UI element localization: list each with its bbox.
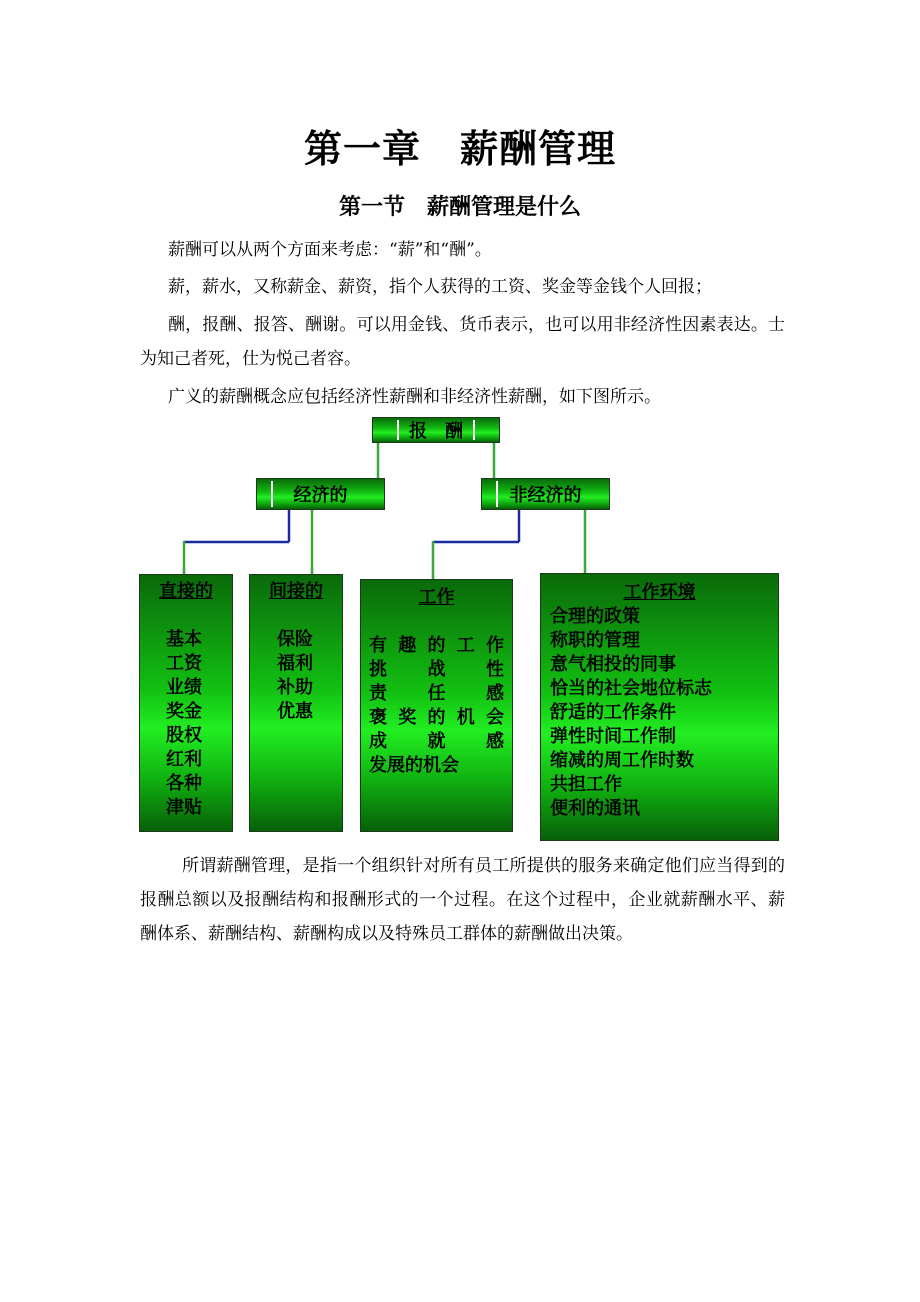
environment-item: 意气相投的同事 xyxy=(550,654,676,675)
economic-label: 经济的 xyxy=(293,485,348,506)
environment-item: 恰当的社会地位标志 xyxy=(550,678,712,699)
non-economic-box xyxy=(481,478,610,510)
chapter-title: 第一章 薪酬管理 xyxy=(303,127,616,171)
direct-item: 基本 xyxy=(166,629,202,650)
work-box xyxy=(360,579,513,832)
direct-item: 业绩 xyxy=(166,677,202,698)
work-item: 责任感 xyxy=(369,683,504,704)
environment-item: 弹性时间工作制 xyxy=(550,726,676,747)
environment-item: 便利的通讯 xyxy=(550,798,640,819)
economic-box xyxy=(256,478,385,510)
direct-item: 津贴 xyxy=(166,797,202,818)
paragraph-4: 广义的薪酬概念应包括经济性薪酬和非经济性薪酬，如下图所示。 xyxy=(168,387,661,407)
environment-item: 合理的政策 xyxy=(550,606,640,627)
direct-item: 工资 xyxy=(166,653,202,674)
direct-item: 各种 xyxy=(166,773,202,794)
direct-box xyxy=(139,574,233,832)
direct-item: 红利 xyxy=(166,749,202,770)
indirect-item: 保险 xyxy=(277,629,313,650)
environment-item: 缩减的周工作时数 xyxy=(550,750,694,771)
root-box-reward xyxy=(372,417,500,443)
paragraph-2: 薪，薪水，又称薪金、薪资，指个人获得的工资、奖金等金钱个人回报； xyxy=(168,277,712,297)
section-title: 第一节 薪酬管理是什么 xyxy=(338,195,581,220)
direct-item: 奖金 xyxy=(166,701,202,722)
paragraph-1: 薪酬可以从两个方面来考虑：“薪”和“酬”。 xyxy=(168,240,492,260)
indirect-box xyxy=(249,574,343,832)
environment-title: 工作环境 xyxy=(623,582,696,603)
indirect-item: 福利 xyxy=(277,653,313,674)
indirect-title: 间接的 xyxy=(269,581,323,602)
indirect-item: 补助 xyxy=(277,677,313,698)
work-item: 有趣的工作 xyxy=(369,635,504,656)
root-box-label: 报 酬 xyxy=(409,421,463,442)
work-title: 工作 xyxy=(418,587,455,608)
paragraph-3: 酬，报酬、报答、酬谢。可以用金钱、货币表示，也可以用非经济性因素表达。士为知己者死，仕为悦己者容。 xyxy=(140,315,785,369)
indirect-item: 优惠 xyxy=(277,701,313,722)
non-economic-label: 非经济的 xyxy=(509,485,582,506)
environment-item: 称职的管理 xyxy=(550,630,640,651)
paragraph-5: 所谓薪酬管理，是指一个组织针对所有员工所提供的服务来确定他们应当得到的报酬总额以及报酬结构和报酬形式的一个过程。在这个过程中，企业就薪酬水平、薪酬体系、薪酬结构、薪酬构成以及特殊员工群体的薪酬做出决策。 xyxy=(140,856,785,944)
work-item: 发展的机会 xyxy=(369,755,459,776)
environment-item: 舒适的工作条件 xyxy=(550,702,676,723)
environment-box xyxy=(540,573,779,841)
work-item: 褒奖的机会 xyxy=(369,707,504,728)
work-item: 挑战性 xyxy=(369,659,504,680)
direct-title: 直接的 xyxy=(159,581,213,602)
work-item: 成就感 xyxy=(369,731,504,752)
direct-item: 股权 xyxy=(166,725,202,746)
environment-item: 共担工作 xyxy=(550,774,622,795)
